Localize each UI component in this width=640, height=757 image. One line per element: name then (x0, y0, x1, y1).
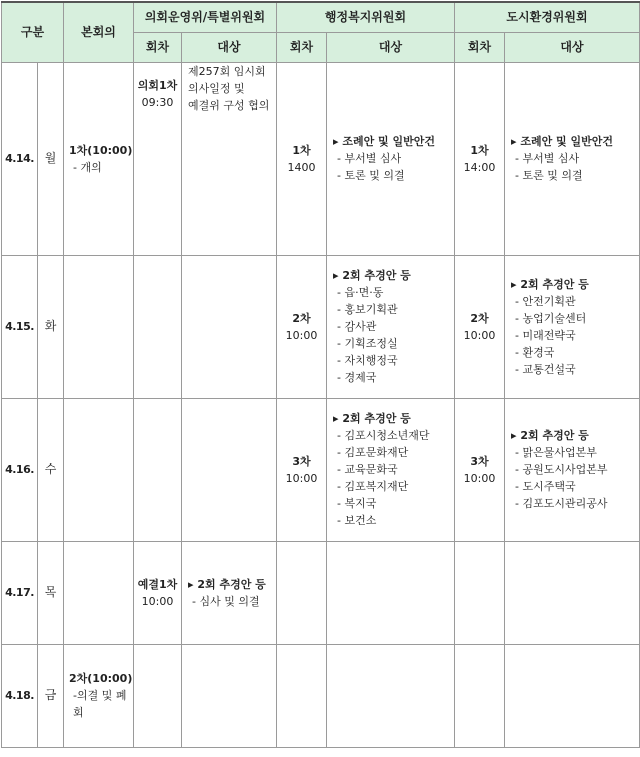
row-weekday: 월 (38, 62, 64, 255)
committee-1-session (134, 541, 182, 644)
table-row (2, 255, 640, 398)
row-date: 4.15. (2, 255, 38, 398)
committee-2-session (277, 644, 327, 747)
plenary-cell (64, 541, 134, 644)
header-plenary: 본회의 (64, 2, 134, 62)
committee-3-session (455, 398, 505, 541)
header-session-2: 회차 (277, 32, 327, 62)
committee-2-target (327, 255, 455, 398)
target-title: ▸ 2회 추경안 등 (511, 429, 589, 442)
row-weekday: 수 (38, 398, 64, 541)
target-item: - 부서별 심사 (515, 152, 580, 165)
target-item: - 읍·면·동 (337, 286, 384, 299)
target-item: - 김포복지재단 (337, 480, 409, 493)
target-item: 제257회 임시회 (188, 64, 266, 78)
target-item: 예결위 구성 협의 (188, 98, 270, 112)
session-time: 10:00 (141, 594, 174, 608)
header-session-1: 회차 (134, 32, 182, 62)
table-row (2, 398, 640, 541)
header-committee-1: 의회운영위/특별위원회 (134, 2, 277, 32)
row-date: 4.14. (2, 62, 38, 255)
target-item: 의사일정 및 (188, 81, 245, 95)
session-time: 1400 (287, 160, 316, 174)
target-item: - 경제국 (337, 371, 377, 384)
target-item: - 안전기획관 (515, 294, 576, 308)
committee-1-target (182, 541, 277, 644)
target-item: - 환경국 (515, 345, 555, 359)
committee-3-target (505, 398, 640, 541)
row-weekday: 금 (38, 644, 64, 747)
committee-3-session (455, 541, 505, 644)
plenary-cell (64, 644, 134, 747)
committee-1-session (134, 255, 182, 398)
session-time: 09:30 (141, 95, 174, 109)
header-committee-3: 도시환경위원회 (455, 2, 640, 32)
session-number: 1차 (292, 143, 311, 157)
session-number: 2차 (470, 311, 489, 325)
target-item: - 심사 및 의결 (192, 594, 260, 608)
committee-2-target (327, 62, 455, 255)
plenary-title: 2차(10:00) (69, 672, 133, 685)
session-number: 1차 (470, 143, 489, 157)
target-title: ▸ 2회 추경안 등 (188, 577, 266, 591)
committee-3-target (505, 644, 640, 747)
row-weekday: 화 (38, 255, 64, 398)
committee-2-session (277, 398, 327, 541)
target-item: - 미래전략국 (515, 328, 576, 342)
session-time: 10:00 (285, 328, 318, 342)
committee-2-target (327, 541, 455, 644)
row-weekday: 목 (38, 541, 64, 644)
target-item: - 복지국 (337, 497, 377, 510)
row-date: 4.16. (2, 398, 38, 541)
target-title: ▸ 2회 추경안 등 (333, 412, 411, 425)
committee-3-target (505, 255, 640, 398)
target-title: ▸ 2회 추경안 등 (333, 269, 411, 282)
target-item: - 토론 및 의결 (337, 169, 405, 182)
committee-3-target (505, 541, 640, 644)
target-title: ▸ 조례안 및 일반안건 (333, 135, 436, 148)
plenary-item: - 개의 (73, 160, 102, 174)
session-time: 10:00 (463, 471, 496, 485)
committee-3-session (455, 255, 505, 398)
session-time: 10:00 (285, 471, 318, 485)
target-title: ▸ 2회 추경안 등 (511, 277, 589, 291)
plenary-title: 1차(10:00) (69, 143, 133, 157)
target-item: - 김포시청소년재단 (337, 429, 430, 442)
target-item: - 공원도시사업본부 (515, 463, 608, 476)
committee-1-session (134, 398, 182, 541)
target-title: ▸ 조례안 및 일반안건 (511, 135, 614, 148)
committee-1-target (182, 62, 277, 255)
target-item: - 자치행정국 (337, 354, 398, 367)
committee-2-target (327, 644, 455, 747)
target-item: - 농업기술센터 (515, 311, 587, 325)
header-target-3: 대상 (505, 32, 640, 62)
committee-2-session (277, 255, 327, 398)
table-row (2, 644, 640, 747)
committee-1-target (182, 398, 277, 541)
target-item: - 교육문화국 (337, 463, 398, 476)
session-time: 10:00 (463, 328, 496, 342)
session-number: 3차 (470, 454, 489, 468)
target-item: - 홍보기획관 (337, 303, 398, 316)
committee-1-session (134, 62, 182, 255)
committee-1-session (134, 644, 182, 747)
header-target-1: 대상 (182, 32, 277, 62)
row-date: 4.18. (2, 644, 38, 747)
plenary-cell (64, 398, 134, 541)
committee-3-target (505, 62, 640, 255)
session-number: 2차 (292, 311, 311, 325)
header-session-3: 회차 (455, 32, 505, 62)
committee-2-session (277, 62, 327, 255)
target-item: - 김포문화재단 (337, 446, 409, 459)
committee-1-target (182, 255, 277, 398)
session-number: 3차 (292, 454, 311, 468)
committee-2-target (327, 398, 455, 541)
session-number: 의회1차 (137, 78, 178, 92)
header-committee-2: 행정복지위원회 (277, 2, 455, 32)
header-target-2: 대상 (327, 32, 455, 62)
session-time: 14:00 (463, 160, 496, 174)
header-gubun: 구분 (2, 2, 64, 62)
committee-2-session (277, 541, 327, 644)
target-item: - 보건소 (337, 514, 377, 527)
table-row (2, 541, 640, 644)
target-item: - 교통건설국 (515, 362, 576, 376)
committee-3-session (455, 62, 505, 255)
plenary-item: -의결 및 폐회 (73, 689, 127, 719)
target-item: - 맑은물사업본부 (515, 446, 597, 459)
plenary-cell (64, 255, 134, 398)
plenary-cell (64, 62, 134, 255)
committee-3-session (455, 644, 505, 747)
target-item: - 감사관 (337, 320, 377, 333)
row-date: 4.17. (2, 541, 38, 644)
target-item: - 김포도시관리공사 (515, 497, 608, 510)
session-number: 예결1차 (137, 577, 178, 591)
target-item: - 부서별 심사 (337, 152, 402, 165)
target-item: - 도시주택국 (515, 480, 576, 493)
table-row (2, 62, 640, 255)
committee-1-target (182, 644, 277, 747)
schedule-table (1, 1, 640, 748)
target-item: - 기획조정실 (337, 337, 398, 350)
target-item: - 토론 및 의결 (515, 169, 583, 182)
